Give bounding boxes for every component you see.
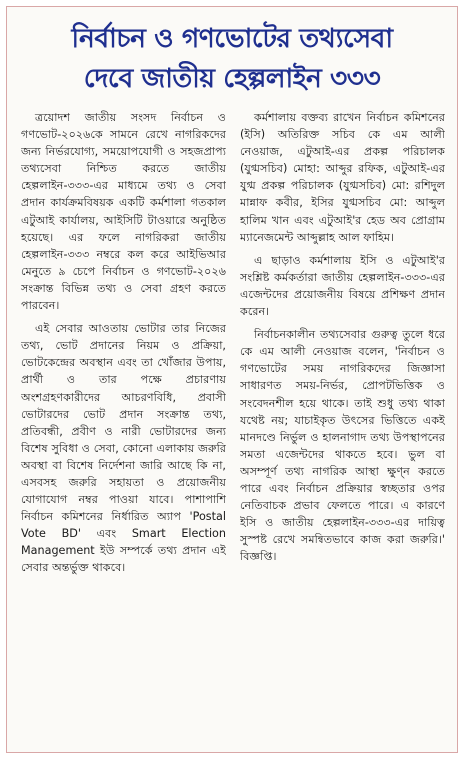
column-left — [21, 109, 226, 744]
paragraph: এ ছাড়াও কর্মশালায় ইসি ও এটুআই'র সংশ্লিষ্ট কর্মকর্তারা জাতীয় হেল্পলাইন-৩৩৩-এর এজেন্টদের প্রয়োজনীয় বিষয়ে প্রশিক্ষণ প্রদান করেন। — [240, 253, 445, 319]
headline-line-2: দেবে জাতীয় হেল্পলাইন ৩৩৩ — [83, 63, 381, 94]
paragraph: ত্রয়োদশ জাতীয় সংসদ নির্বাচন ও গণভোট-২০২৬কে সামনে রেখে নাগরিকদের জন্য নির্ভরযোগ্য, সময়োপযোগী ও সহজপ্রাপ্য তথ্যসেবা নিশ্চিত করতে জাতীয় হেল্পলাইন-৩৩৩-এর মাধ্যমে তথ্য ও সেবা প্রদান কার্যক্রমবিষয়ক একটি কর্মশালা গতকাল এটুআই কার্যালয়, আইসিটি টাওয়ারে অনুষ্ঠিত হয়েছে। এর ফলে নাগরিকরা জাতীয় হেল্পলাইন-৩৩৩ নম্বরে কল করে আইভিআর মেনুতে ৯ চেপে নির্বাচন ও গণভোট-২০২৬ সংক্রান্ত বিভিন্ন তথ্য ও সেবা গ্রহণ করতে পারবেন। — [21, 111, 226, 313]
article-body — [21, 109, 445, 744]
headline-line-1: নির্বাচন ও গণভোটের তথ্যসেবা — [71, 23, 393, 54]
paragraph: নির্বাচনকালীন তথ্যসেবার গুরুত্ব তুলে ধরে কে এম আলী নেওয়াজ বলেন, 'নির্বাচন ও গণভোটের সময় নাগরিকদের জিজ্ঞাসা সাধারণত সময়-নির্ভর, প্রোপটভিত্তিক ও সংবেদনশীল হয়ে থাকে। তাই শুধু তথ্য থাকা যথেষ্ট নয়; যাচাইকৃত উৎসের ভিত্তিতে একই মানদণ্ডে নির্ভুল ও হালনাগাদ তথ্য উপস্থাপনের সমতা এজেন্টদের থাকতে হবে। ভুল বা অসম্পূর্ণ তথ্য নাগরিক আস্থা ক্ষুণ্ন করতে পারে এবং নির্বাচন প্রক্রিয়ার স্বচ্ছতার ওপর নেতিবাচক প্রভাব ফেলতে পারে। এ কারণে ইসি ও জাতীয় হেল্পলাইন-৩৩৩-এর দায়িত্ব সুস্পষ্ট রেখে সমন্বিতভাবে কাজ করা জরুরি।' বিজ্ঞপ্তি। — [240, 328, 445, 564]
paragraph: কর্মশালায় বক্তব্য রাখেন নির্বাচন কমিশনের (ইসি) অতিরিক্ত সচিব কে এম আলী নেওয়াজ, এটুআই-এর প্রকল্প পরিচালক (যুগ্মসচিব) মোহা: আব্দুর রফিক, এটুআই-এর যুগ্ম প্রকল্প পরিচালক (যুগ্মসচিব) মো: রশিদুল মান্নাফ কবীর, ইসির যুগ্মসচিব মো: আব্দুল হালিম খান এবং এটুআই'র হেড অব প্রোগ্রাম ম্যানেজমেন্ট আব্দুল্লাহ আল ফাহিম। — [240, 111, 445, 244]
paragraph: এই সেবার আওতায় ভোটার তার নিজের তথ্য, ভোট প্রদানের নিয়ম ও প্রক্রিয়া, ভোটকেন্দ্রের অবস্থান এবং তা খোঁজার উপায়, প্রার্থী ও তার পক্ষে প্রচারণায় অংশগ্রহণকারীদের আচরণবিধি, প্রবাসী ভোটারদের ভোট প্রদান সংক্রান্ত তথ্য, প্রতিবন্ধী, প্রবীণ ও নারী ভোটারদের জন্য বিশেষ সুবিধা ও সেবা, কোনো এলাকায় জরুরি অবস্থা বা বিশেষ নির্দেশনা জারি আছে কি না, এসবসহ জরুরি সহায়তা ও প্রয়োজনীয় যোগাযোগ নম্বর পাওয়া যাবে। পাশাপাশি নির্বাচন কমিশনের নির্ধারিত অ্যাপ 'Postal Vote BD' এবং Smart Election Management ইউ সম্পর্কে তথ্য প্রদান এই সেবার অন্তর্ভুক্ত থাকবে। — [21, 322, 226, 575]
newspaper-clipping — [6, 6, 458, 753]
headline — [7, 19, 457, 99]
column-right — [240, 109, 445, 744]
